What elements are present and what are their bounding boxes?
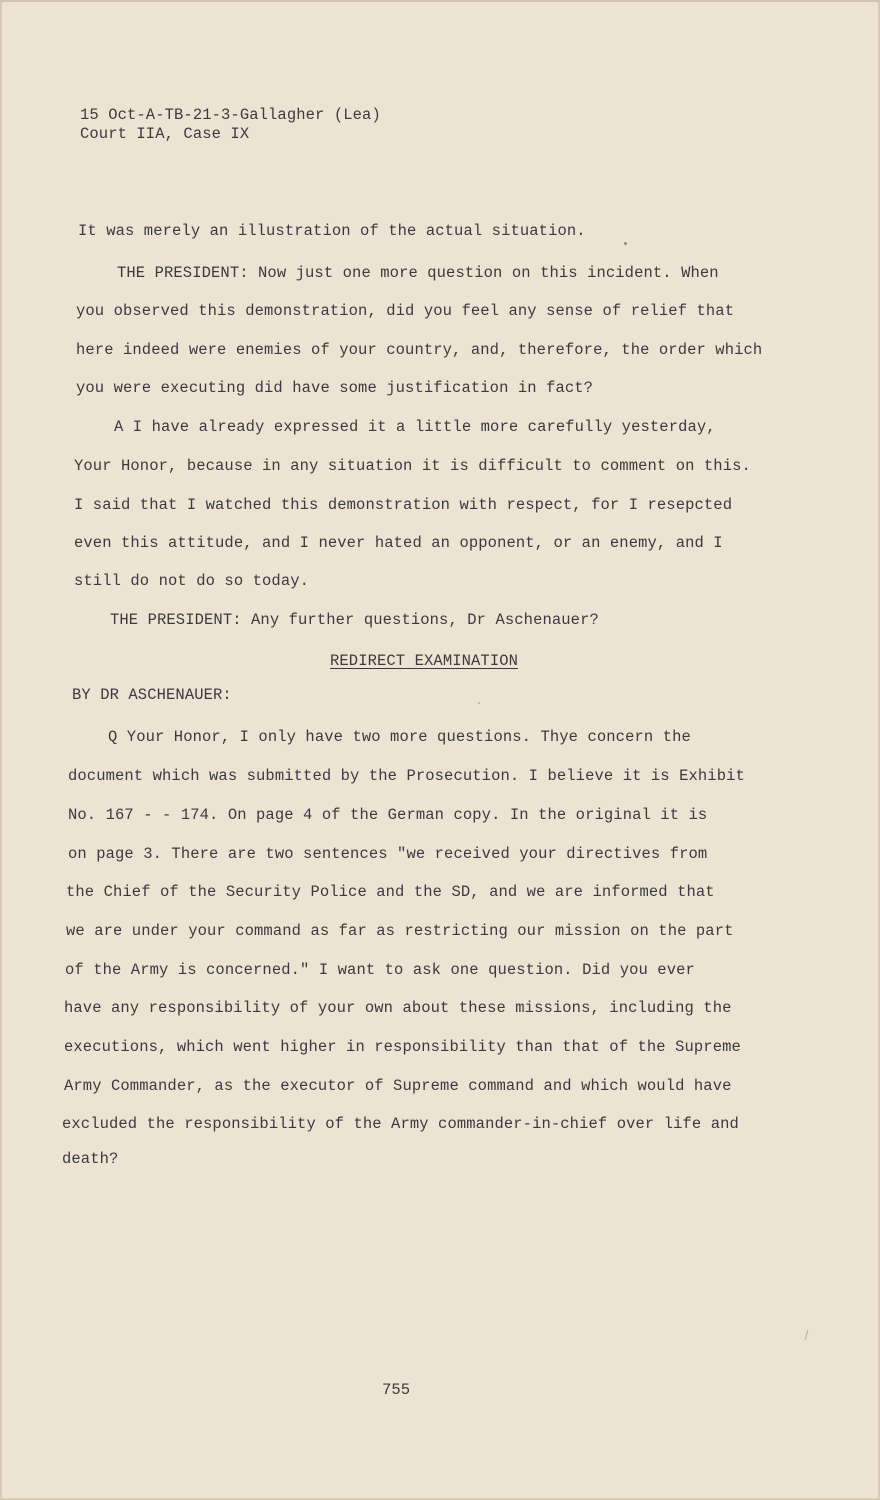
body-line: you were executing did have some justification in fact?	[76, 379, 594, 397]
body-line: THE PRESIDENT: Any further questions, Dr Aschenauer?	[110, 611, 599, 629]
body-line: death?	[62, 1150, 119, 1168]
body-line: excluded the responsibility of the Army commander-in-chief over life and	[62, 1115, 739, 1133]
header-case-reference: 15 Oct-A-TB-21-3-Gallagher (Lea)	[80, 106, 381, 124]
body-line: we are under your command as far as restricting our mission on the part	[66, 922, 734, 940]
body-line: I said that I watched this demonstration with respect, for I resepcted	[74, 496, 733, 514]
body-line: still do not do so today.	[74, 572, 310, 590]
body-line: of the Army is concerned." I want to ask one question. Did you ever	[65, 961, 695, 979]
body-line: executions, which went higher in responsibility than that of the Supreme	[64, 1038, 741, 1056]
body-line: you observed this demonstration, did you feel any sense of relief that	[76, 302, 735, 320]
examiner-line: BY DR ASCHENAUER:	[72, 686, 232, 704]
body-line: It was merely an illustration of the actual situation.	[78, 222, 586, 240]
page-number: 755	[382, 1381, 411, 1399]
body-line: THE PRESIDENT: Now just one more question on this incident. When	[117, 264, 719, 282]
body-line: the Chief of the Security Police and the SD, and we are informed that	[66, 883, 715, 901]
body-line: document which was submitted by the Prosecution. I believe it is Exhibit	[68, 767, 745, 785]
section-heading: REDIRECT EXAMINATION	[330, 652, 519, 670]
paper-speck	[478, 702, 480, 704]
body-line: on page 3. There are two sentences "we received your directives from	[68, 845, 708, 863]
body-line: even this attitude, and I never hated an opponent, or an enemy, and I	[74, 534, 723, 552]
body-line: Army Commander, as the executor of Supreme command and which would have	[64, 1077, 732, 1095]
body-line: A I have already expressed it a little more carefully yesterday,	[114, 418, 716, 436]
paper-mark	[805, 1330, 809, 1340]
paper-speck	[624, 242, 627, 245]
body-line: Q Your Honor, I only have two more questions. Thye concern the	[108, 728, 691, 746]
body-line: here indeed were enemies of your country, and, therefore, the order which	[76, 341, 763, 359]
body-line: Your Honor, because in any situation it is difficult to comment on this.	[74, 457, 751, 475]
body-line: No. 167 - - 174. On page 4 of the German copy. In the original it is	[68, 806, 708, 824]
body-line: have any responsibility of your own about these missions, including the	[64, 999, 732, 1017]
header-court: Court IIA, Case IX	[80, 125, 250, 143]
